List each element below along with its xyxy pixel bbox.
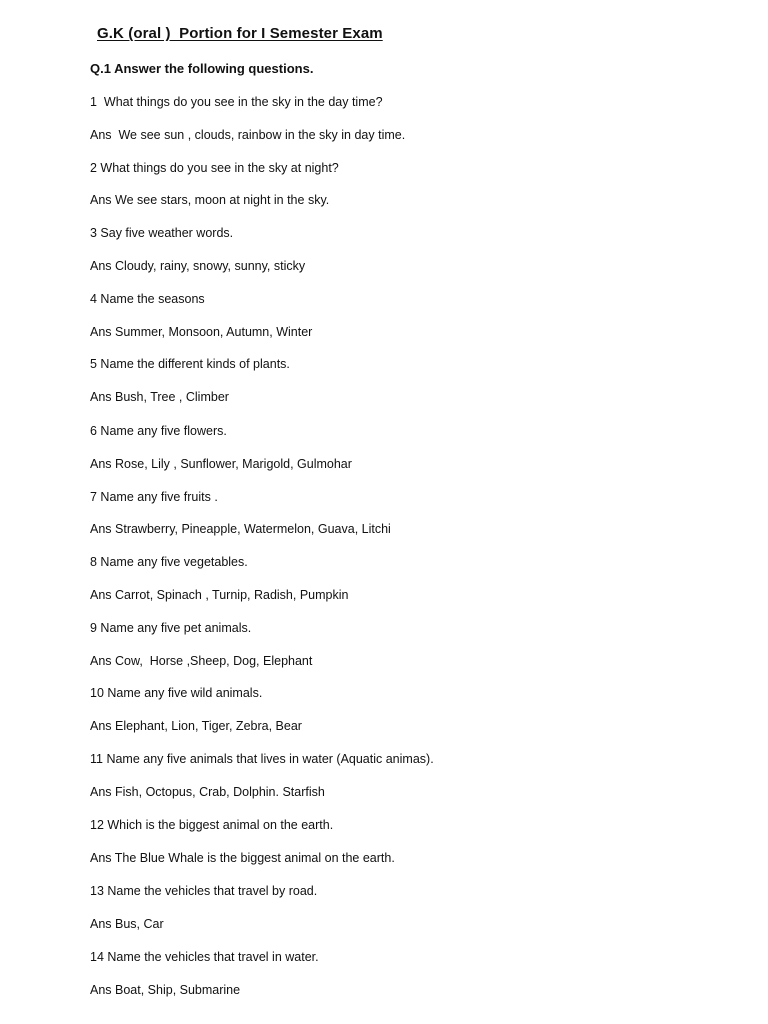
- question-10: 10 Name any five wild animals.: [90, 686, 263, 700]
- question-13: 13 Name the vehicles that travel by road.: [90, 884, 318, 898]
- answer-12: Ans The Blue Whale is the biggest animal on the earth.: [90, 851, 395, 865]
- answer-7: Ans Strawberry, Pineapple, Watermelon, Guava, Litchi: [90, 522, 391, 536]
- answer-6: Ans Rose, Lily , Sunflower, Marigold, Gulmohar: [90, 457, 352, 471]
- question-7: 7 Name any five fruits .: [90, 490, 218, 504]
- document-title: G.K (oral ) Portion for I Semester Exam: [97, 25, 383, 42]
- answer-3: Ans Cloudy, rainy, snowy, sunny, sticky: [90, 259, 306, 273]
- question-1: 1 What things do you see in the sky in the day time?: [90, 95, 383, 109]
- question-4: 4 Name the seasons: [90, 292, 205, 306]
- answer-13: Ans Bus, Car: [90, 917, 164, 931]
- answer-14: Ans Boat, Ship, Submarine: [90, 983, 241, 997]
- answer-10: Ans Elephant, Lion, Tiger, Zebra, Bear: [90, 719, 302, 733]
- answer-8: Ans Carrot, Spinach , Turnip, Radish, Pumpkin: [90, 588, 349, 602]
- answer-4: Ans Summer, Monsoon, Autumn, Winter: [90, 325, 313, 339]
- question-11: 11 Name any five animals that lives in water (Aquatic animas).: [90, 752, 434, 766]
- answer-5: Ans Bush, Tree , Climber: [90, 390, 229, 404]
- section-heading: Q.1 Answer the following questions.: [90, 61, 314, 76]
- question-14: 14 Name the vehicles that travel in water.: [90, 950, 319, 964]
- question-8: 8 Name any five vegetables.: [90, 555, 248, 569]
- question-2: 2 What things do you see in the sky at night?: [90, 161, 339, 175]
- answer-9: Ans Cow, Horse ,Sheep, Dog, Elephant: [90, 654, 313, 668]
- question-9: 9 Name any five pet animals.: [90, 621, 252, 635]
- answer-1: Ans We see sun , clouds, rainbow in the sky in day time.: [90, 128, 406, 142]
- question-3: 3 Say five weather words.: [90, 226, 234, 240]
- answer-2: Ans We see stars, moon at night in the sky.: [90, 193, 330, 207]
- question-6: 6 Name any five flowers.: [90, 424, 227, 438]
- answer-11: Ans Fish, Octopus, Crab, Dolphin. Starfish: [90, 785, 325, 799]
- question-5: 5 Name the different kinds of plants.: [90, 357, 290, 371]
- question-12: 12 Which is the biggest animal on the earth.: [90, 818, 334, 832]
